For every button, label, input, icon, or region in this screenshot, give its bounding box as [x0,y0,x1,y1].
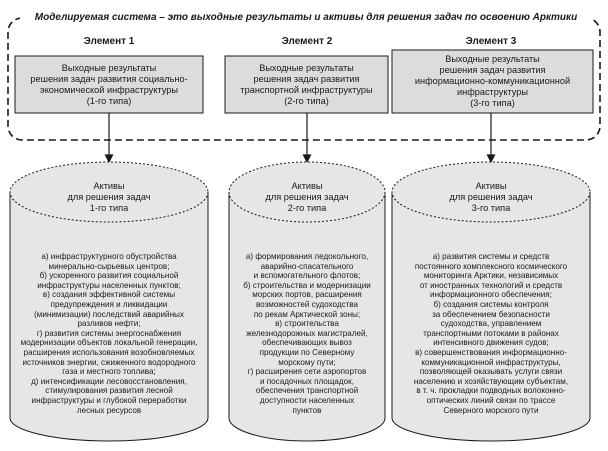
asset-line: транспортными потоками в районах [423,328,559,338]
asset-line: инфраструктуры и глубокой переработки [31,395,187,405]
asset-line: предупреждения и ликвидации [50,299,168,309]
asset-line: (минимизации) последствий аварийных [34,309,184,319]
arrow-1-head [106,155,113,162]
asset-line: судоходства, управлением [440,319,542,329]
element-label-3: Элемент 3 [465,36,517,47]
asset-list-3 [392,252,590,415]
asset-line: информационного обеспечения; [430,290,552,300]
asset-heading-line: для решения задач [449,192,533,202]
box-line: (3-го типа) [470,98,515,108]
asset-heading-1 [29,181,189,214]
asset-line: лесных ресурсов [76,405,142,415]
asset-line: б) строительства и модернизации [243,280,371,290]
asset-line: по рекам Арктической зоны; [253,309,361,319]
box-line: информационно-коммуникационной [414,76,571,86]
asset-line: расширения использования возобновляемых [23,347,195,357]
arrow-3-head [488,155,495,162]
asset-line: источников энергии, сжиженного водородного [22,357,196,367]
asset-line: минерально-сырьевых центров; [48,261,170,271]
asset-line: морских портов, расширения [252,290,362,300]
arrow-2-head [304,155,311,162]
asset-line: коммуникационной инфраструктуры, [421,357,561,367]
asset-line: интенсивного движения судов; [433,338,549,348]
asset-line: г) развития системы энергоснабжения [36,328,182,338]
asset-line: позволяющей оказывать услуги связи [419,367,563,377]
diagram-title: Моделируемая система – это выходные результаты и активы для решения задач по освоению Арктики [20,12,592,23]
asset-line: обеспечивающих вывоз [262,338,352,348]
asset-line: а) развития системы и средств [432,252,550,261]
box-line: инфраструктуры [456,87,529,97]
asset-line: газа и местного топлива; [62,367,156,377]
asset-heading-line: 3-го типа [471,203,511,213]
asset-heading-line: 1-го типа [89,203,129,213]
asset-list-1 [10,252,208,415]
asset-line: возможностей судоходства [255,299,359,309]
element-label-2: Элемент 2 [281,36,333,47]
asset-line: железнодорожных магистралей, [246,328,368,338]
asset-line: за обеспечением безопасности [432,309,550,319]
box-line: транспортной инфраструктуры [240,84,373,95]
asset-line: населению и хозяйствующим субъектам, [413,376,569,386]
asset-line: аварийно-спасательного [260,261,354,271]
asset-line: морскому пути; [278,357,336,367]
box-line: решения задач развития социально- [30,73,188,84]
asset-line: и посадочных площадок, [260,376,354,386]
element-label-1: Элемент 1 [83,36,135,47]
asset-line: обеспечения транспортной [255,386,359,396]
asset-line: от иностранных технологий и средств [419,280,563,290]
asset-line: а) формирования ледокольного, [245,252,369,261]
asset-line: г) расширения сети аэропортов [247,367,367,377]
asset-heading-line: Активы [475,181,507,191]
asset-line: мониторинга Арктики, независимых [423,271,559,281]
asset-line: в) строительства [275,319,339,329]
box-line: (2-го типа) [284,95,329,106]
asset-heading-2 [227,181,387,214]
asset-line: постоянного комплексного космического [414,261,568,271]
asset-line: инфраструктуры населенных пунктов; [37,280,181,290]
asset-line: в т. ч. прокладки подводных волоконно- [416,386,566,396]
asset-line: и вспомогательного флотов; [253,271,361,281]
box-line: решения задач развития [253,73,360,84]
box-line: решения задач развития [439,65,546,75]
box-line: Выходные результаты [445,54,540,64]
asset-heading-line: 2-го типа [287,203,327,213]
asset-heading-line: Активы [93,181,125,191]
asset-line: стимулирования развития лесной [45,386,173,396]
element-box-text-2 [225,56,388,113]
connector-arrows [106,113,495,162]
box-line: Выходные результаты [61,62,157,73]
asset-line: пунктов [292,405,322,415]
asset-heading-line: для решения задач [265,192,349,202]
asset-list-2 [229,252,385,415]
asset-line: доступности населенных [259,395,355,405]
box-line: Выходные результаты [259,62,354,73]
asset-line: продукции по Северному [259,347,355,357]
asset-line: б) создания системы контроля [433,299,549,309]
asset-line: б) ускоренного развития социальной [39,271,179,281]
asset-line: Северного морского пути [443,405,539,415]
asset-heading-3 [411,181,571,214]
asset-line: разливов нефти; [77,319,141,329]
asset-heading-line: Активы [291,181,323,191]
asset-line: модернизации объектов локальной генерации, [20,338,198,348]
asset-line: в) совершенствования информационно- [415,347,567,357]
element-box-text-3 [392,50,593,113]
asset-line: д) интенсификации лесовосстановления, [31,376,187,386]
asset-line: а) инфраструктурного обустройства [41,252,177,261]
element-box-text-1 [15,56,203,113]
asset-line: оптических линий связи по трассе [426,395,556,405]
box-line: (1-го типа) [86,95,132,106]
asset-line: в) создания эффективной системы [42,290,176,300]
box-line: экономической инфраструктуры [40,84,178,95]
asset-heading-line: для решения задач [67,192,151,202]
